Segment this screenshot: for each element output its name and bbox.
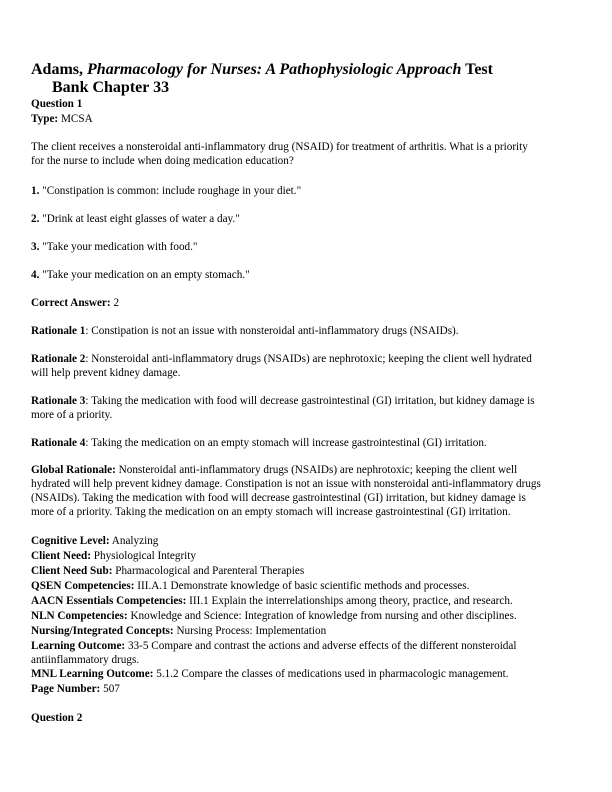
global-rationale-line-4: more of a priority. Taking the medication on an empty stomach will increase gastrointestinal (GI) irritation. xyxy=(31,506,511,518)
option-4: 4. "Take your medication on an empty stomach." xyxy=(31,269,250,281)
meta-nursing-concepts: Nursing/Integrated Concepts: Nursing Process: Implementation xyxy=(31,625,327,637)
meta-client-need: Client Need: Physiological Integrity xyxy=(31,550,196,562)
question-2-heading: Question 2 xyxy=(31,712,83,724)
rationale-2: Rationale 2: Nonsteroidal anti-inflammatory drugs (NSAIDs) are nephrotoxic; keeping the client well hydrated xyxy=(31,353,532,365)
rationale-1: Rationale 1: Constipation is not an issue with nonsteroidal anti-inflammatory drugs (NSAIDs). xyxy=(31,325,459,337)
global-rationale-line-2: hydrated will help prevent kidney damage. Constipation is not an issue with nonsteroidal anti-inflammatory drugs xyxy=(31,478,541,490)
global-rationale: Global Rationale: Nonsteroidal anti-inflammatory drugs (NSAIDs) are nephrotoxic; keeping the client well xyxy=(31,464,518,476)
title-author: Adams, xyxy=(31,61,84,78)
title-line2: Bank Chapter 33 xyxy=(52,79,170,96)
global-rationale-line-3: (NSAIDs). Taking the medication with food will decrease gastrointestinal (GI) irritation, but kidney damage is xyxy=(31,492,526,504)
question-type: Type: MCSA xyxy=(31,113,93,125)
option-1: 1. "Constipation is common: include roughage in your diet." xyxy=(31,185,302,197)
option-2: 2. "Drink at least eight glasses of water a day." xyxy=(31,213,240,225)
rationale-3-cont: more of a priority. xyxy=(31,409,113,421)
title-book: Pharmacology for Nurses: A Pathophysiologic Approach xyxy=(87,61,462,78)
rationale-4: Rationale 4: Taking the medication on an empty stomach will increase gastrointestinal (GI) irritation. xyxy=(31,437,487,449)
meta-aacn: AACN Essentials Competencies: III.1 Explain the interrelationships among theory, practice, and research. xyxy=(31,595,513,607)
meta-page-number: Page Number: 507 xyxy=(31,683,120,695)
meta-client-need-sub: Client Need Sub: Pharmacological and Parenteral Therapies xyxy=(31,565,305,577)
option-3: 3. "Take your medication with food." xyxy=(31,241,198,253)
correct-answer: Correct Answer: 2 xyxy=(31,297,120,309)
page-title xyxy=(31,61,591,97)
question-stem-line-1: The client receives a nonsteroidal anti-inflammatory drug (NSAID) for treatment of arthritis. What is a priority xyxy=(31,141,528,153)
question-stem-line-2: for the nurse to include when doing medication education? xyxy=(31,155,294,167)
meta-learning-outcome: Learning Outcome: 33-5 Compare and contrast the actions and adverse effects of the different nonsteroidal xyxy=(31,640,517,652)
meta-qsen: QSEN Competencies: III.A.1 Demonstrate knowledge of basic scientific methods and processes. xyxy=(31,580,470,592)
title-suffix: Test xyxy=(465,61,493,78)
rationale-2-cont: will help prevent kidney damage. xyxy=(31,367,181,379)
meta-cognitive-level: Cognitive Level: Analyzing xyxy=(31,535,159,547)
question-1-heading: Question 1 xyxy=(31,98,83,110)
meta-mnl-outcome: MNL Learning Outcome: 5.1.2 Compare the classes of medications used in pharmacologic management. xyxy=(31,668,509,680)
meta-nln: NLN Competencies: Knowledge and Science: Integration of knowledge from nursing and other disciplines. xyxy=(31,610,517,622)
rationale-3: Rationale 3: Taking the medication with food will decrease gastrointestinal (GI) irritation, but kidney damage is xyxy=(31,395,535,407)
meta-learning-outcome-cont: antiinflammatory drugs. xyxy=(31,654,140,666)
